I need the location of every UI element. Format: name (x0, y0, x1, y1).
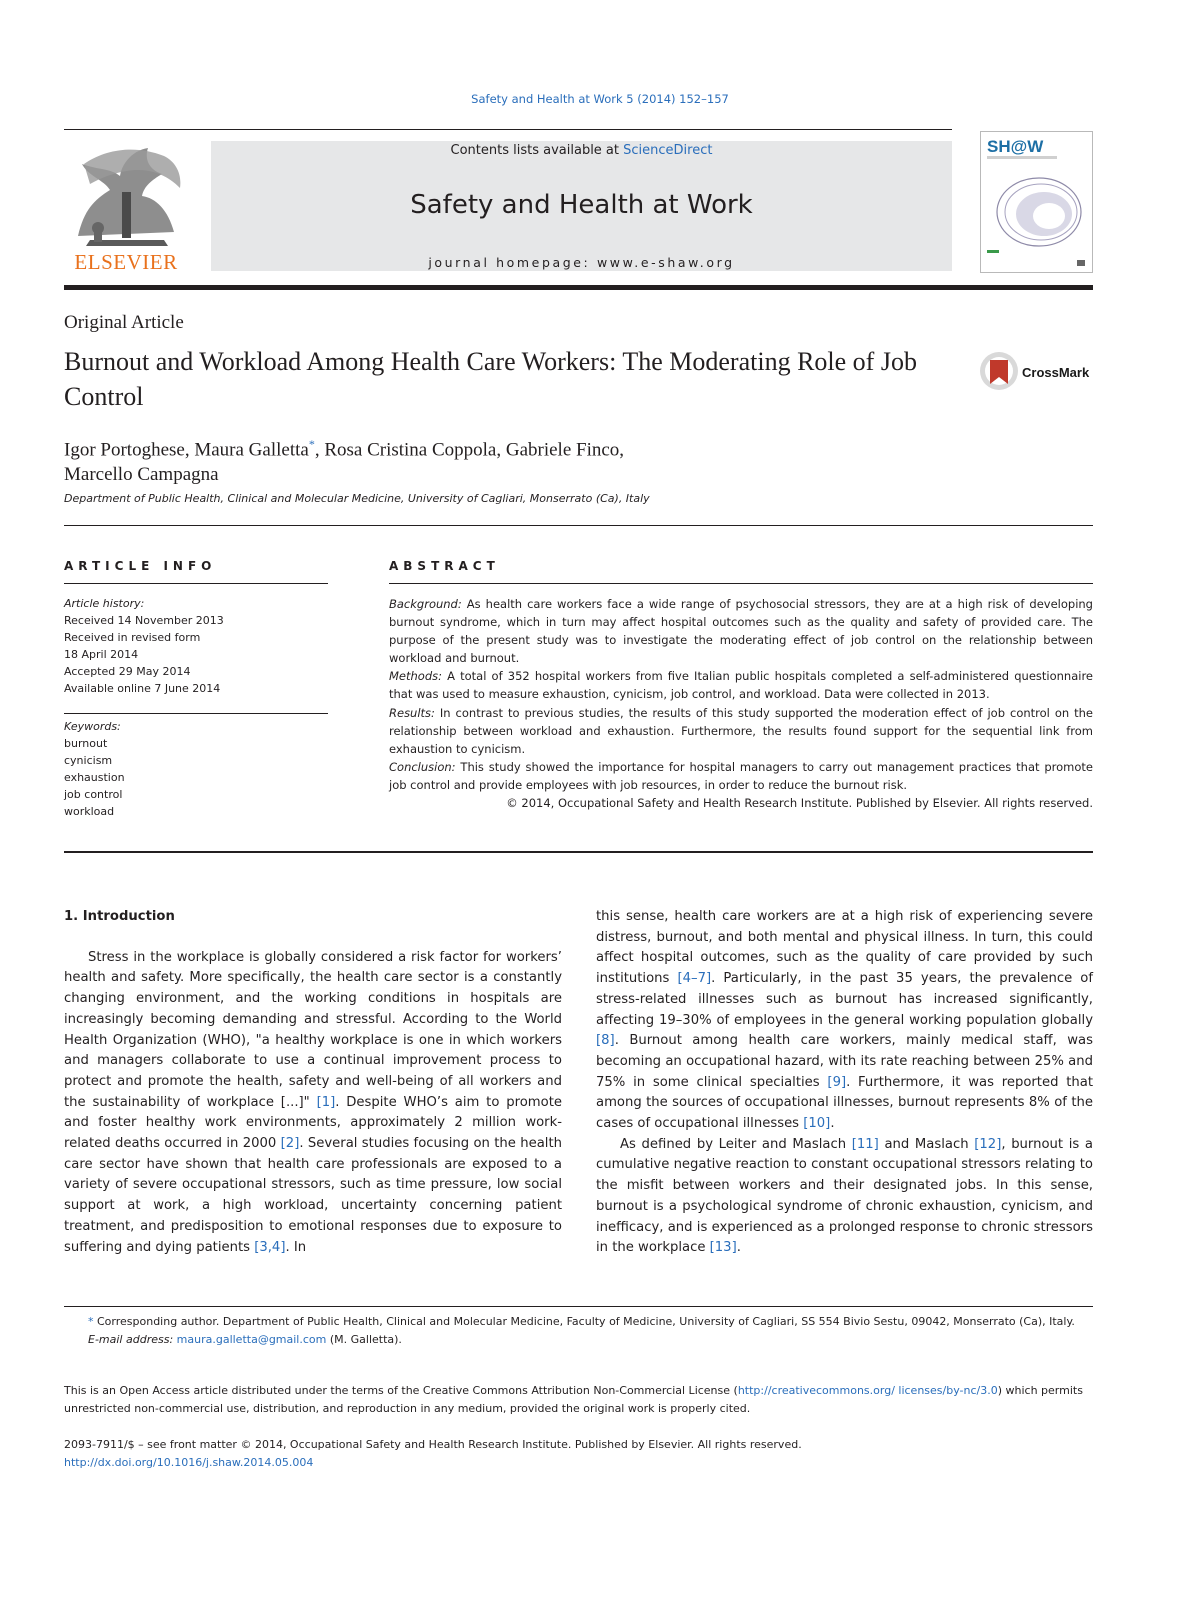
reference-link[interactable]: [2] (280, 1136, 300, 1152)
text-run: , burnout is a cumulative negative reaction to constant occupational stressors relating to the misfit between workers and their designated jobs. In this sense, burnout is a psychological syndrome of chronic exhaustion, cynicism, and inefficacy, and is experienced as a prolonged response to chronic stressors in the workplace (596, 1136, 1093, 1256)
text-run: . Several studies focusing on the health care sector have shown that health care professionals are exposed to a variety of severe occupational stressors, such as time pressure, low social support at work, a high workload, uncertainty concerning patient treatment, and predisposition to emotional responses due to exposure to suffering and dying patients (64, 1136, 562, 1255)
corresponding-author-mark[interactable]: * (308, 437, 315, 451)
keyword-item: exhaustion (64, 771, 125, 784)
issn-line: 2093-7911/$ – see front matter © 2014, Occupational Safety and Health Research Institute. Published by Elsevier. All rights reserved. (64, 1438, 802, 1451)
footnote-rule (64, 1306, 1093, 1307)
authors-part-3: Marcello Campagna (64, 464, 219, 486)
keyword-item: cynicism (64, 754, 113, 767)
cover-label: SH@W (987, 137, 1044, 156)
journal-cover-thumbnail (980, 131, 1093, 273)
article-info-rule (64, 583, 328, 584)
text-run: . Despite WHO’s aim to promote and foster healthy work environments, approximately 2 million work-related deaths occurred in 2000 (64, 1094, 562, 1152)
abstract-copyright: © 2014, Occupational Safety and Health Research Institute. Published by Elsevier. All rights reserved. (506, 796, 1093, 811)
history-item: Accepted 29 May 2014 (64, 665, 191, 678)
cover-graphic-icon (981, 132, 1092, 272)
conclusion-text: This study showed the importance for hospital managers to carry out management practices that promote job control and provide employees with job resources, in order to reduce the burnout risk. (389, 759, 1093, 792)
history-item: Received in revised form (64, 631, 201, 644)
license-link[interactable]: http://creativecommons.org/ licenses/by-nc/3.0 (737, 1384, 998, 1397)
results-label: Results: (389, 705, 435, 720)
methods-label: Methods: (389, 669, 442, 684)
license-text: This is an Open Access article distributed under the terms of the Creative Commons Attribution Non-Commercial License ( (64, 1384, 738, 1397)
crossmark-badge[interactable] (978, 350, 1094, 392)
reference-link[interactable]: [1] (316, 1094, 336, 1110)
crossmark-label: CrossMark (1022, 365, 1090, 380)
body-column-left (64, 907, 562, 1258)
abstract-heading: ABSTRACT (389, 559, 500, 573)
footnote-mark: * (88, 1315, 94, 1328)
reference-link[interactable]: [3,4] (254, 1239, 286, 1255)
author-list (64, 432, 964, 487)
reference-link[interactable]: [13] (709, 1240, 737, 1256)
history-item: 18 April 2014 (64, 648, 139, 661)
text-run: . (736, 1240, 741, 1256)
background-label: Background: (389, 597, 462, 611)
abstract-conclusion (389, 758, 1093, 794)
reference-link[interactable]: [8] (596, 1033, 615, 1049)
journal-citation[interactable]: Safety and Health at Work 5 (2014) 152–157 (471, 92, 729, 106)
reference-link[interactable]: [11] (851, 1136, 879, 1152)
text-run: . Burnout among health care workers, mainly medical staff, was becoming an occupational hazard, with its rate reaching between 25% and 75% in some clinical specialties (596, 1033, 1093, 1090)
burnout-definition-paragraph (596, 1135, 1093, 1259)
contents-line (211, 143, 952, 158)
text-run: this sense, health care workers are at a high risk of experiencing severe distress, burnout, and both mental and physical illness. In turn, this could affect hospital outcomes, such as the quality of care provided by such institutions (596, 909, 1093, 987)
corresponding-text: Corresponding author. Department of Public Health, Clinical and Molecular Medicine, Faculty of Medicine, University of Cagliari, SS 554 Bivio Sestu, 09042, Monserrato (Ca), Italy. (93, 1315, 1075, 1328)
text-run: and Maslach (878, 1136, 975, 1152)
intro-paragraph-continued (596, 907, 1093, 1135)
methods-text: A total of 352 hospital workers from five Italian public hospitals completed a self-administered questionnaire that was used to measure exhaustion, cynicism, job control, and workload. Data were collected in 2013. (389, 669, 1093, 702)
abstract-background (389, 595, 1093, 667)
abstract-body (389, 595, 1093, 812)
email-suffix: (M. Galletta). (326, 1333, 402, 1346)
footnotes (64, 1313, 1093, 1349)
keywords (64, 718, 328, 820)
abstract-rule (389, 583, 1093, 584)
email-note (64, 1331, 1093, 1349)
article-type: Original Article (64, 312, 184, 333)
text-run: . Furthermore, it was reported that among the sources of occupational illnesses, burnout represents 8% of the cases of occupational illnesses (596, 1074, 1093, 1132)
affiliation: Department of Public Health, Clinical and Molecular Medicine, University of Cagliari, Monserrato (Ca), Italy (64, 492, 650, 505)
abstract-methods (389, 667, 1093, 703)
journal-homepage[interactable]: journal homepage: www.e-shaw.org (428, 255, 735, 270)
crossmark-icon (978, 350, 1094, 392)
sciencedirect-link[interactable]: ScienceDirect (623, 143, 713, 158)
reference-link[interactable]: [9] (827, 1074, 847, 1090)
open-access-license (64, 1382, 1093, 1418)
article-info-heading: ARTICLE INFO (64, 559, 217, 573)
abstract-results (389, 704, 1093, 758)
text-run: . (830, 1116, 835, 1132)
elsevier-wordmark: ELSEVIER (74, 250, 178, 274)
section-title: 1. Introduction (64, 909, 175, 924)
keyword-item: job control (64, 788, 123, 801)
text-run: . Particularly, in the past 35 years, the prevalence of stress-related illnesses such as burnout has increased significantly, affecting 19–30% of employees in the general working population globally (596, 971, 1093, 1028)
email-link[interactable]: maura.galletta@gmail.com (176, 1333, 327, 1346)
header-rule (64, 129, 952, 130)
abstract-end-rule (64, 851, 1093, 853)
intro-paragraph (64, 948, 562, 1259)
corresponding-author-note (64, 1313, 1093, 1331)
reference-link[interactable]: [12] (974, 1136, 1002, 1152)
text-run: . In (285, 1239, 307, 1255)
history-item: Received 14 November 2013 (64, 614, 224, 627)
history-label: Article history: (64, 597, 145, 610)
conclusion-label: Conclusion: (389, 759, 456, 774)
issn-and-doi (64, 1436, 1093, 1472)
results-text: In contrast to previous studies, the results of this study supported the moderation effect of job control on the relationship between workload and exhaustion. Furthermore, the results found support for the sequential link from exhaustion to cynicism. (389, 705, 1093, 756)
authors-part-2: , Rosa Cristina Coppola, Gabriele Finco, (314, 439, 625, 461)
body-column-right (596, 907, 1093, 1259)
article-title: Burnout and Workload Among Health Care Workers: The Moderating Role of Job Control (64, 347, 917, 411)
keywords-rule (64, 713, 328, 714)
contents-prefix: Contents lists available at (450, 143, 624, 158)
reference-link[interactable]: [4–7] (677, 971, 712, 987)
header-thick-rule (64, 285, 1093, 290)
keywords-label: Keywords: (64, 720, 121, 733)
article-history (64, 595, 328, 697)
email-label: E-mail address: (88, 1333, 177, 1346)
title-block-rule (64, 525, 1093, 526)
text-run: Stress in the workplace is globally considered a risk factor for workers’ health and safety. More specifically, the health care sector is a constantly changing environment, and the working conditions in hospitals are increasingly becoming demanding and stressful. According to the World Health Organization (WHO), "a healthy workplace is one in which workers and managers collaborate to use a continual improvement process to protect and promote the health, safety and well-being of all workers and the sustainability of workplace [...]" (64, 949, 562, 1110)
doi-link[interactable]: http://dx.doi.org/10.1016/j.shaw.2014.05.004 (64, 1456, 314, 1469)
history-item: Available online 7 June 2014 (64, 682, 221, 695)
text-run: As defined by Leiter and Maslach (620, 1136, 852, 1152)
license-text: ) which permits unrestricted non-commercial use, distribution, and reproduction in any medium, provided the original work is properly cited. (64, 1384, 1083, 1415)
background-text: As health care workers face a wide range of psychosocial stressors, they are at a high risk of developing burnout syndrome, which in turn may affect hospital outcomes such as the quality and safety of provided care. The purpose of the present study was to investigate the moderating effect of job control on the relationship between workload and burnout. (389, 597, 1093, 666)
journal-title: Safety and Health at Work (410, 190, 753, 220)
authors-part-1: Igor Portoghese, Maura Galletta (64, 439, 309, 461)
reference-link[interactable]: [10] (803, 1116, 831, 1132)
keyword-item: workload (64, 805, 115, 818)
keyword-item: burnout (64, 737, 108, 750)
